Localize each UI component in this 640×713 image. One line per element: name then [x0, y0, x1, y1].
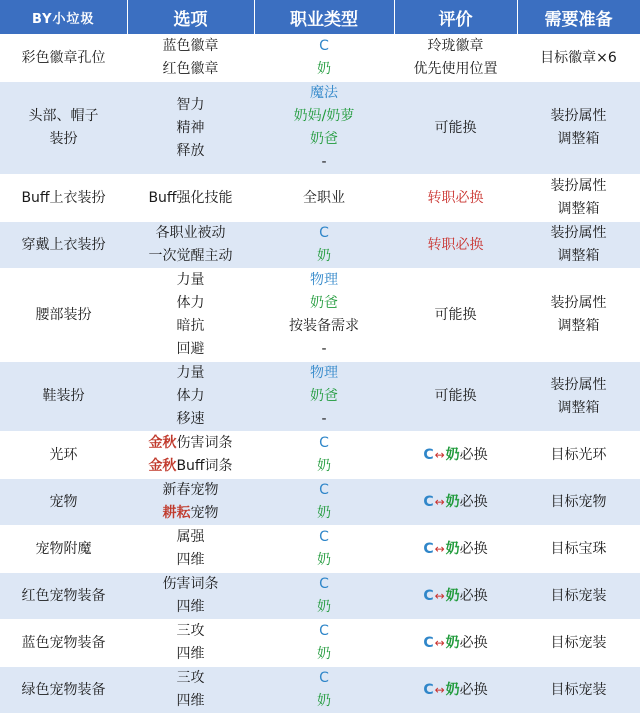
row-name-line: 光环: [0, 444, 127, 467]
badge-c: C: [423, 588, 433, 604]
option-text: 新春宠物: [163, 482, 219, 498]
option-text: 释放: [177, 143, 205, 159]
option-line: [127, 222, 254, 245]
row-options: [127, 432, 254, 479]
option-line: [127, 58, 254, 81]
row-name: [0, 82, 127, 175]
swap-badge: [423, 444, 487, 467]
row-name-line: 装扮: [0, 128, 127, 151]
swap-arrow-icon: ↔: [435, 448, 445, 462]
badge-text: 必换: [460, 588, 488, 604]
job-type: 按装备需求: [254, 315, 394, 338]
preparation-text: 调整箱: [517, 128, 640, 151]
job-type: 奶爸: [254, 385, 394, 408]
row-name-line: 穿戴上衣装扮: [0, 234, 127, 257]
row-evaluation: [394, 667, 517, 713]
row-job-types: [254, 620, 394, 667]
row-preparation: [517, 479, 640, 526]
badge-text: 必换: [460, 682, 488, 698]
header-evaluation: 评价: [394, 0, 517, 35]
row-job-types: [254, 667, 394, 713]
option-text: 力量: [177, 272, 205, 288]
row-preparation: [517, 222, 640, 269]
preparation-text: 装扮属性: [517, 105, 640, 128]
row-name-line: 鞋装扮: [0, 385, 127, 408]
row-name-line: 彩色徽章孔位: [0, 47, 127, 70]
badge-c: C: [423, 682, 433, 698]
row-name: [0, 269, 127, 362]
swap-arrow-icon: ↔: [435, 542, 445, 556]
row-preparation: [517, 667, 640, 713]
row-name-line: 头部、帽子: [0, 105, 127, 128]
option-line: [127, 245, 254, 268]
row-preparation: [517, 175, 640, 222]
preparation-text: 装扮属性: [517, 374, 640, 397]
row-name: [0, 432, 127, 479]
option-text: 三攻: [177, 670, 205, 686]
job-type: 奶爸: [254, 292, 394, 315]
row-name-line: 宠物: [0, 491, 127, 514]
preparation-text: 装扮属性: [517, 175, 640, 198]
badge-nai: 奶: [446, 682, 460, 698]
row-job-types: [254, 432, 394, 479]
option-line: [127, 432, 254, 455]
job-type: -: [254, 408, 394, 431]
option-text: 各职业被动: [156, 225, 226, 241]
option-text: 体力: [177, 295, 205, 311]
option-text: 宠物: [191, 505, 219, 521]
option-text: 四维: [177, 646, 205, 662]
preparation-text: 调整箱: [517, 397, 640, 420]
preparation-text: 目标宝珠: [517, 538, 640, 561]
option-line: [127, 187, 254, 210]
option-text: 回避: [177, 341, 205, 357]
job-type: C: [254, 620, 394, 643]
table-row: [0, 222, 640, 269]
preparation-text: 调整箱: [517, 198, 640, 221]
row-job-types: [254, 222, 394, 269]
option-text: 一次觉醒主动: [149, 248, 233, 264]
option-line: [127, 315, 254, 338]
swap-badge: [423, 491, 487, 514]
preparation-text: 调整箱: [517, 315, 640, 338]
row-name: [0, 362, 127, 432]
row-options: [127, 175, 254, 222]
evaluation-text: 可能换: [394, 117, 517, 140]
row-evaluation: [394, 362, 517, 432]
job-type: C: [254, 479, 394, 502]
badge-c: C: [423, 494, 433, 510]
preparation-text: 调整箱: [517, 245, 640, 268]
swap-arrow-icon: ↔: [435, 683, 445, 697]
badge-nai: 奶: [446, 494, 460, 510]
row-evaluation: [394, 35, 517, 82]
job-type: 奶: [254, 455, 394, 478]
row-job-types: [254, 479, 394, 526]
option-line: [127, 338, 254, 361]
row-job-types: [254, 82, 394, 175]
preparation-text: 装扮属性: [517, 292, 640, 315]
job-type: 奶爸: [254, 128, 394, 151]
badge-nai: 奶: [446, 588, 460, 604]
header-preparation: 需要准备: [517, 0, 640, 35]
row-name: [0, 35, 127, 82]
option-line: [127, 140, 254, 163]
row-options: [127, 222, 254, 269]
preparation-text: 目标宠装: [517, 679, 640, 702]
option-text: Buff词条: [176, 458, 232, 474]
row-name-line: Buff上衣装扮: [0, 187, 127, 210]
option-line: [127, 35, 254, 58]
row-name-line: 红色宠物装备: [0, 585, 127, 608]
option-text: 红色徽章: [163, 61, 219, 77]
row-evaluation: [394, 620, 517, 667]
option-line: [127, 690, 254, 713]
option-line: [127, 596, 254, 619]
row-options: [127, 479, 254, 526]
option-text: 四维: [177, 599, 205, 615]
row-evaluation: [394, 269, 517, 362]
option-text: 三攻: [177, 623, 205, 639]
job-type: C: [254, 35, 394, 58]
option-line: [127, 408, 254, 431]
badge-nai: 奶: [446, 447, 460, 463]
job-type: C: [254, 432, 394, 455]
table-row: [0, 432, 640, 479]
badge-c: C: [423, 541, 433, 557]
job-type: 奶: [254, 245, 394, 268]
badge-text: 必换: [460, 494, 488, 510]
evaluation-text: 优先使用位置: [394, 58, 517, 81]
preparation-text: 目标宠装: [517, 585, 640, 608]
option-text: 四维: [177, 693, 205, 709]
option-text: Buff强化技能: [148, 190, 232, 206]
option-line: [127, 292, 254, 315]
option-text: 智力: [177, 97, 205, 113]
evaluation-text: 转职必换: [394, 234, 517, 257]
row-name: [0, 222, 127, 269]
job-type: 魔法: [254, 82, 394, 105]
row-job-types: [254, 35, 394, 82]
swap-badge: [423, 585, 487, 608]
option-text: 伤害词条: [163, 576, 219, 592]
swap-badge: [423, 632, 487, 655]
badge-c: C: [423, 635, 433, 651]
option-prefix: 金秋: [148, 458, 176, 474]
row-preparation: [517, 620, 640, 667]
row-name-line: 腰部装扮: [0, 304, 127, 327]
row-name: [0, 667, 127, 713]
evaluation-text: 转职必换: [394, 187, 517, 210]
preparation-text: 目标宠装: [517, 632, 640, 655]
option-line: [127, 269, 254, 292]
row-evaluation: [394, 175, 517, 222]
option-text: 精神: [177, 120, 205, 136]
preparation-text: 装扮属性: [517, 222, 640, 245]
option-line: [127, 455, 254, 478]
job-type: -: [254, 338, 394, 361]
row-job-types: [254, 362, 394, 432]
option-line: [127, 526, 254, 549]
header-job-type: 职业类型: [254, 0, 394, 35]
job-type: 物理: [254, 362, 394, 385]
swap-badge: [423, 538, 487, 561]
row-options: [127, 526, 254, 573]
row-evaluation: [394, 222, 517, 269]
job-type: 奶: [254, 643, 394, 666]
row-name-line: 蓝色宠物装备: [0, 632, 127, 655]
option-prefix: 金秋: [149, 435, 177, 451]
row-job-types: [254, 526, 394, 573]
table-row: [0, 526, 640, 573]
job-type: 奶: [254, 549, 394, 572]
option-line: [127, 667, 254, 690]
job-type: C: [254, 222, 394, 245]
table-row: [0, 362, 640, 432]
table-row: [0, 479, 640, 526]
option-line: [127, 479, 254, 502]
row-name: [0, 620, 127, 667]
badge-nai: 奶: [446, 541, 460, 557]
option-text: 体力: [177, 388, 205, 404]
swap-arrow-icon: ↔: [435, 495, 445, 509]
row-options: [127, 35, 254, 82]
row-name: [0, 479, 127, 526]
row-preparation: [517, 35, 640, 82]
table-body: [0, 35, 640, 713]
row-preparation: [517, 82, 640, 175]
table-row: [0, 667, 640, 713]
row-options: [127, 82, 254, 175]
row-job-types: [254, 573, 394, 620]
option-text: 四维: [177, 552, 205, 568]
badge-nai: 奶: [446, 635, 460, 651]
header-options: 选项: [127, 0, 254, 35]
header-author: BY小垃圾: [0, 0, 127, 35]
option-text: 移速: [177, 411, 205, 427]
evaluation-text: 可能换: [394, 385, 517, 408]
row-preparation: [517, 573, 640, 620]
swap-arrow-icon: ↔: [435, 589, 445, 603]
preparation-text: 目标光环: [517, 444, 640, 467]
swap-arrow-icon: ↔: [435, 636, 445, 650]
option-line: [127, 549, 254, 572]
table-row: [0, 620, 640, 667]
option-line: [127, 94, 254, 117]
job-type: 奶: [254, 58, 394, 81]
row-name: [0, 526, 127, 573]
table-row: [0, 82, 640, 175]
job-type: C: [254, 526, 394, 549]
option-line: [127, 643, 254, 666]
job-type: 物理: [254, 269, 394, 292]
row-preparation: [517, 362, 640, 432]
job-type: 奶: [254, 690, 394, 713]
evaluation-text: 可能换: [394, 304, 517, 327]
option-text: 蓝色徽章: [163, 38, 219, 54]
row-options: [127, 573, 254, 620]
header-row: [0, 0, 640, 35]
option-text: 伤害词条: [177, 435, 233, 451]
job-type: 奶: [254, 502, 394, 525]
row-preparation: [517, 526, 640, 573]
preparation-text: 目标宠物: [517, 491, 640, 514]
preparation-text: 目标徽章×6: [517, 47, 640, 70]
option-text: 属强: [177, 529, 205, 545]
row-job-types: [254, 175, 394, 222]
swap-badge: [423, 679, 487, 702]
option-line: [127, 362, 254, 385]
row-name: [0, 573, 127, 620]
evaluation-text: 玲珑徽章: [394, 35, 517, 58]
row-options: [127, 620, 254, 667]
job-type: 奶妈/奶萝: [254, 105, 394, 128]
option-line: [127, 620, 254, 643]
row-options: [127, 269, 254, 362]
row-evaluation: [394, 432, 517, 479]
table-row: [0, 175, 640, 222]
row-evaluation: [394, 82, 517, 175]
job-type: C: [254, 573, 394, 596]
job-type: 奶: [254, 596, 394, 619]
row-evaluation: [394, 526, 517, 573]
option-prefix: 耕耘: [163, 505, 191, 521]
row-evaluation: [394, 573, 517, 620]
row-evaluation: [394, 479, 517, 526]
option-text: 力量: [177, 365, 205, 381]
row-name-line: 宠物附魔: [0, 538, 127, 561]
badge-text: 必换: [460, 447, 488, 463]
row-name-line: 绿色宠物装备: [0, 679, 127, 702]
job-type: C: [254, 667, 394, 690]
row-job-types: [254, 269, 394, 362]
option-line: [127, 385, 254, 408]
badge-text: 必换: [460, 541, 488, 557]
badge-c: C: [423, 447, 433, 463]
option-line: [127, 573, 254, 596]
job-type: 全职业: [254, 187, 394, 210]
option-text: 暗抗: [177, 318, 205, 334]
badge-text: 必换: [460, 635, 488, 651]
row-options: [127, 362, 254, 432]
option-line: [127, 502, 254, 525]
row-options: [127, 667, 254, 713]
job-type: -: [254, 151, 394, 174]
row-name: [0, 175, 127, 222]
table-row: [0, 269, 640, 362]
option-line: [127, 117, 254, 140]
table-row: [0, 573, 640, 620]
table-row: [0, 35, 640, 82]
row-preparation: [517, 269, 640, 362]
row-preparation: [517, 432, 640, 479]
